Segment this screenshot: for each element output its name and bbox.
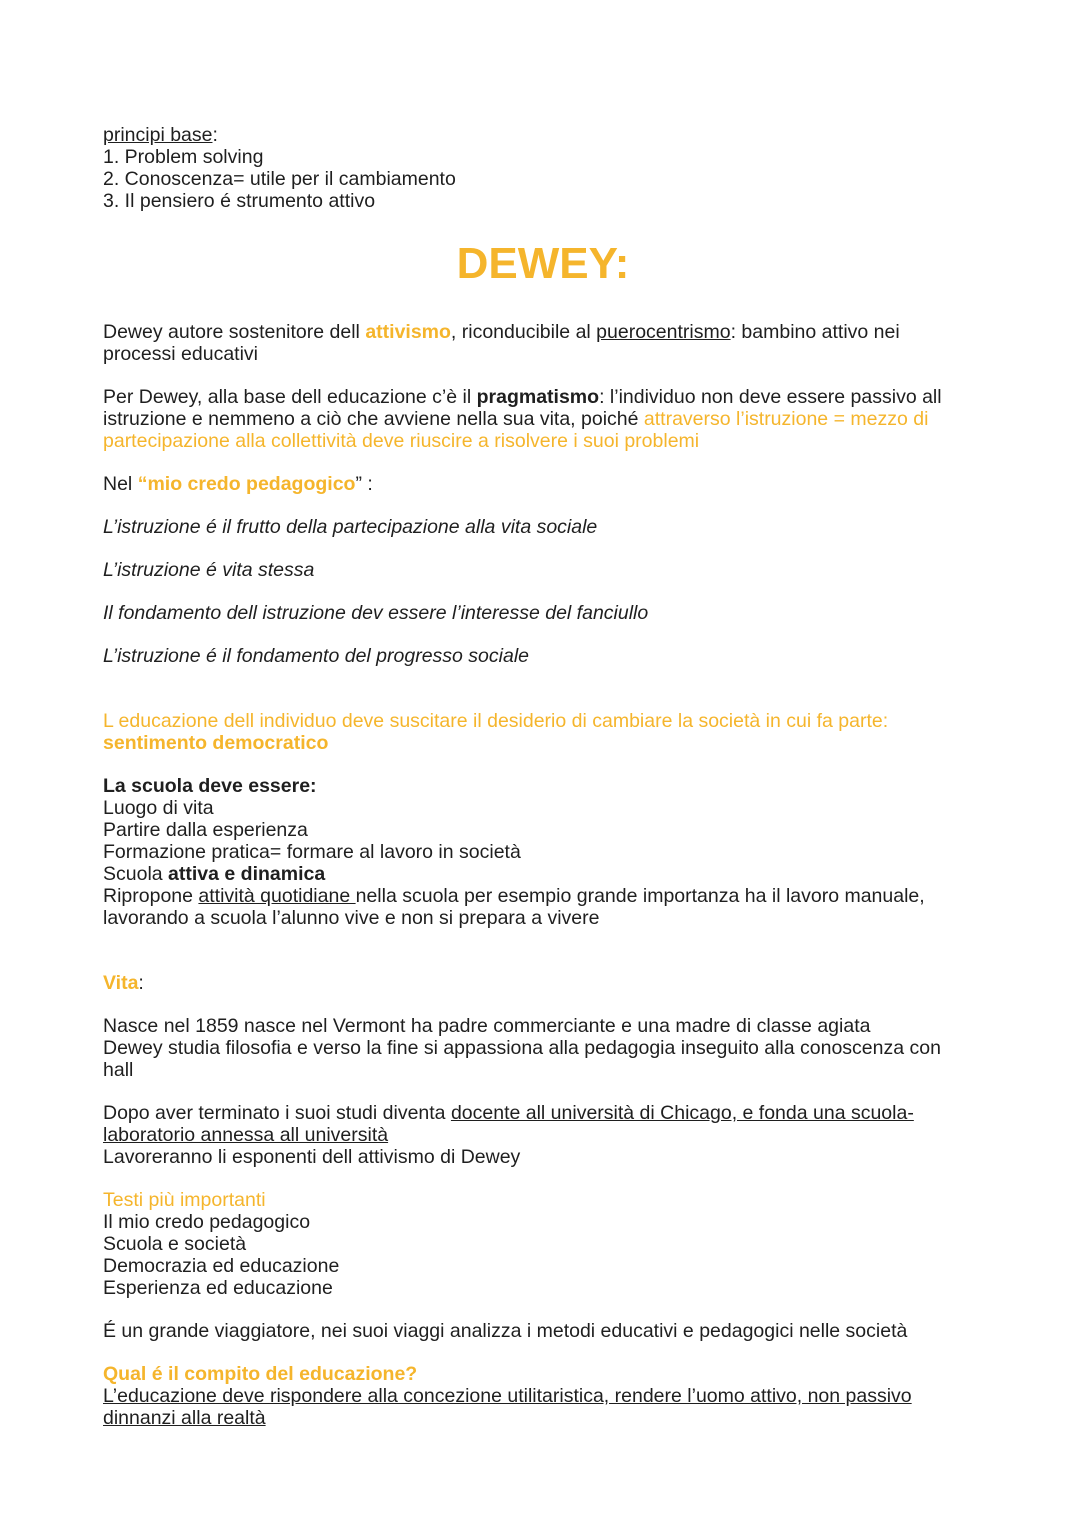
viaggiatore-line: É un grande viaggiatore, nei suoi viaggi analizza i metodi educativi e pedagogici nelle società [103, 1320, 908, 1342]
credo-text-a: Nel [103, 473, 138, 495]
scuola-ripropone-text: Ripropone [103, 885, 199, 907]
credo-item-4: L’istruzione é il fondamento del progresso sociale [103, 645, 530, 667]
scuola-attiva-line [103, 863, 983, 885]
pragma-text-c: : l’individuo non deve essere passivo all [599, 386, 942, 408]
scuola-ripropone-line-2: lavorando a scuola l’alunno vive e non si prepara a vivere [103, 907, 600, 929]
vita-p1-line-3: hall [103, 1059, 134, 1081]
testi-heading: Testi più importanti [103, 1189, 266, 1211]
intro-text-a: Dewey autore sostenitore dell [103, 321, 366, 343]
pragma-line-1 [103, 386, 983, 408]
testi-item-3: Democrazia ed educazione [103, 1255, 340, 1277]
pragma-pragmatismo: pragmatismo [476, 386, 600, 408]
vita-p2-line-1 [103, 1102, 983, 1124]
scuola-attiva-text: Scuola [103, 863, 169, 885]
credo-title: “mio credo pedagogico [137, 473, 356, 495]
testi-item-1: Il mio credo pedagogico [103, 1211, 311, 1233]
scuola-ripropone-rest: nella scuola per esempio grande importanza ha il lavoro manuale, [355, 885, 925, 907]
pragma-line2-highlight: attraverso l’istruzione = mezzo di [643, 408, 929, 430]
credo-item-1: L’istruzione é il frutto della partecipazione alla vita sociale [103, 516, 598, 538]
pragma-line-2 [103, 408, 983, 430]
scuola-ripropone-line [103, 885, 983, 907]
scuola-heading: La scuola deve essere: [103, 775, 317, 797]
pragma-line2-text: istruzione e nemmeno a ciò che avviene nella sua vita, poiché [103, 408, 644, 430]
educazione-line-2: sentimento democratico [103, 732, 329, 754]
vita-p1-line-2: Dewey studia filosofia e verso la fine si appassiona alla pedagogia inseguito alla conoscenza con [103, 1037, 941, 1059]
intro-puerocentrismo: puerocentrismo [596, 321, 731, 343]
vita-p1-line-1: Nasce nel 1859 nasce nel Vermont ha padre commerciante e una madre di classe agiata [103, 1015, 871, 1037]
page-title [103, 240, 983, 288]
scuola-item-2: Partire dalla esperienza [103, 819, 308, 841]
credo-text-c: ” : [355, 473, 373, 495]
testi-item-2: Scuola e società [103, 1233, 247, 1255]
vita-p2-line-3: Lavoreranno li esponenti dell attivismo di Dewey [103, 1146, 521, 1168]
credo-item-3: Il fondamento dell istruzione dev essere l’interesse del fanciullo [103, 602, 649, 624]
credo-heading [103, 473, 983, 495]
scuola-attivita-quotidiane: attività quotidiane [198, 885, 356, 907]
educazione-line-1: L educazione dell individuo deve suscitare il desiderio di cambiare la società in cui fa parte: [103, 710, 889, 732]
pragma-line-3: partecipazione alla collettività deve riuscire a risolvere i suoi problemi [103, 430, 700, 452]
credo-item-2: L’istruzione é vita stessa [103, 559, 315, 581]
vita-p2-line-2: laboratorio annessa all università [103, 1124, 389, 1146]
intro-line-1 [103, 321, 983, 343]
pragma-text-a: Per Dewey, alla base dell educazione c’è il [103, 386, 477, 408]
document-content [103, 124, 983, 1429]
intro-text-c: , riconducibile al [450, 321, 597, 343]
scuola-item-1: Luogo di vita [103, 797, 214, 819]
vita-p2-underlined: docente all università di Chicago, e fonda una scuola- [450, 1102, 914, 1124]
vita-p2-text: Dopo aver terminato i suoi studi diventa [103, 1102, 451, 1124]
principi-heading: principi base [103, 124, 213, 146]
testi-item-4: Esperienza ed educazione [103, 1277, 333, 1299]
principi-item-3: 3. Il pensiero é strumento attivo [103, 190, 376, 212]
principi-item-2: 2. Conoscenza= utile per il cambiamento [103, 168, 456, 190]
intro-text-e: : bambino attivo nei [730, 321, 900, 343]
principi-heading-line: principi base: [103, 124, 218, 146]
intro-line-2: processi educativi [103, 343, 258, 365]
vita-colon: : [138, 972, 144, 994]
vita-heading-line [103, 972, 983, 994]
compito-line-1: L’educazione deve rispondere alla concezione utilitaristica, rendere l’uomo attivo, non passivo [103, 1385, 912, 1407]
compito-question: Qual é il compito del educazione? [103, 1363, 418, 1385]
scuola-attiva-bold: attiva e dinamica [168, 863, 326, 885]
principi-item-1: 1. Problem solving [103, 146, 264, 168]
compito-line-2: dinnanzi alla realtà [103, 1407, 266, 1429]
intro-attivismo: attivismo [365, 321, 451, 343]
vita-heading: Vita [103, 972, 139, 994]
page-title-colon: : [614, 239, 630, 288]
scuola-item-3: Formazione pratica= formare al lavoro in società [103, 841, 521, 863]
page-title-text: DEWEY [456, 239, 615, 288]
